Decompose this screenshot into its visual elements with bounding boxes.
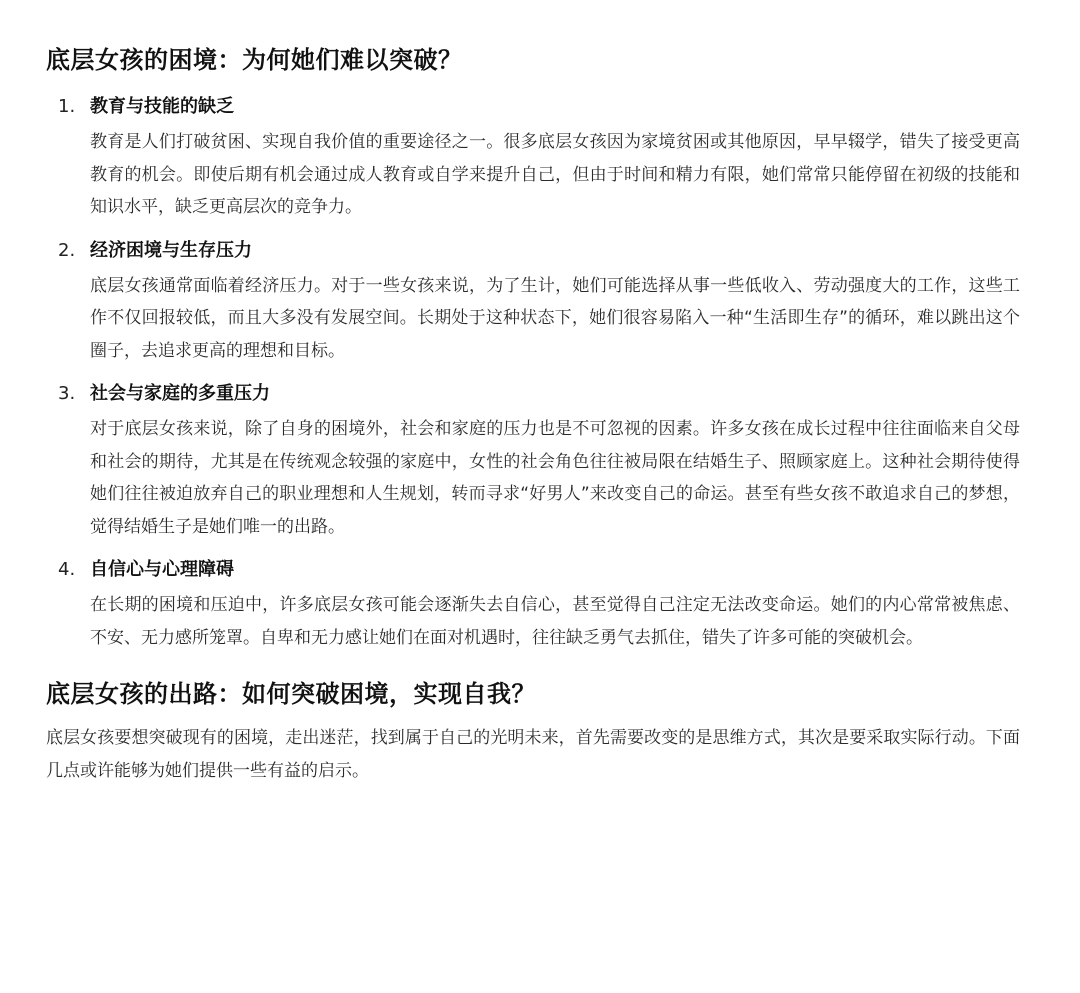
list-item xyxy=(46,555,1020,654)
list-item-body: 在长期的困境和压迫中，许多底层女孩可能会逐渐失去自信心，甚至觉得自己注定无法改变命运。她们的内心常常被焦虑、不安、无力感所笼罩。自卑和无力感让她们在面对机遇时，往往缺乏勇气去抓住，错失了许多可能的突破机会。 xyxy=(90,595,1020,648)
predicament-list xyxy=(46,92,1020,654)
list-item-heading: 社会与家庭的多重压力 xyxy=(90,383,270,404)
list-item xyxy=(46,92,1020,224)
list-item xyxy=(46,379,1020,543)
list-item-body: 对于底层女孩来说，除了自身的困境外，社会和家庭的压力也是不可忽视的因素。许多女孩在成长过程中往往面临来自父母和社会的期待，尤其是在传统观念较强的家庭中，女性的社会角色往往被局限在结婚生子、照顾家庭上。这种社会期待使得她们往往被迫放弃自己的职业理想和人生规划，转而寻求“好男人”来改变自己的命运。甚至有些女孩不敢追求自己的梦想，觉得结婚生子是她们唯一的出路。 xyxy=(90,419,1020,537)
section-title-way-out: 底层女孩的出路：如何突破困境，实现自我？ xyxy=(46,680,536,708)
list-item-body: 教育是人们打破贫困、实现自我价值的重要途径之一。很多底层女孩因为家境贫困或其他原因，早早辍学，错失了接受更高教育的机会。即使后期有机会通过成人教育或自学来提升自己，但由于时间和精力有限，她们常常只能停留在初级的技能和知识水平，缺乏更高层次的竞争力。 xyxy=(90,132,1020,217)
list-item xyxy=(46,236,1020,368)
list-item-heading: 经济困境与生存压力 xyxy=(90,239,252,261)
list-item-heading: 自信心与心理障碍 xyxy=(90,559,234,580)
section-way-out xyxy=(46,674,1020,788)
list-item-heading: 教育与技能的缺乏 xyxy=(90,96,234,117)
list-item-number: 2. xyxy=(58,239,76,261)
list-item-number: 3. xyxy=(58,383,76,404)
section-intro-paragraph: 底层女孩要想突破现有的困境，走出迷茫，找到属于自己的光明未来，首先需要改变的是思维方式，其次是要采取实际行动。下面几点或许能够为她们提供一些有益的启示。 xyxy=(46,728,1020,781)
section-title-predicament: 底层女孩的困境：为何她们难以突破？ xyxy=(46,46,463,74)
list-item-body: 底层女孩通常面临着经济压力。对于一些女孩来说，为了生计，她们可能选择从事一些低收入、劳动强度大的工作，这些工作不仅回报较低，而且大多没有发展空间。长期处于这种状态下，她们很容易陷入一种“生活即生存”的循环，难以跳出这个圈子，去追求更高的理想和目标。 xyxy=(90,275,1020,361)
list-item-number: 4. xyxy=(58,559,76,580)
list-item-number: 1. xyxy=(58,96,76,117)
